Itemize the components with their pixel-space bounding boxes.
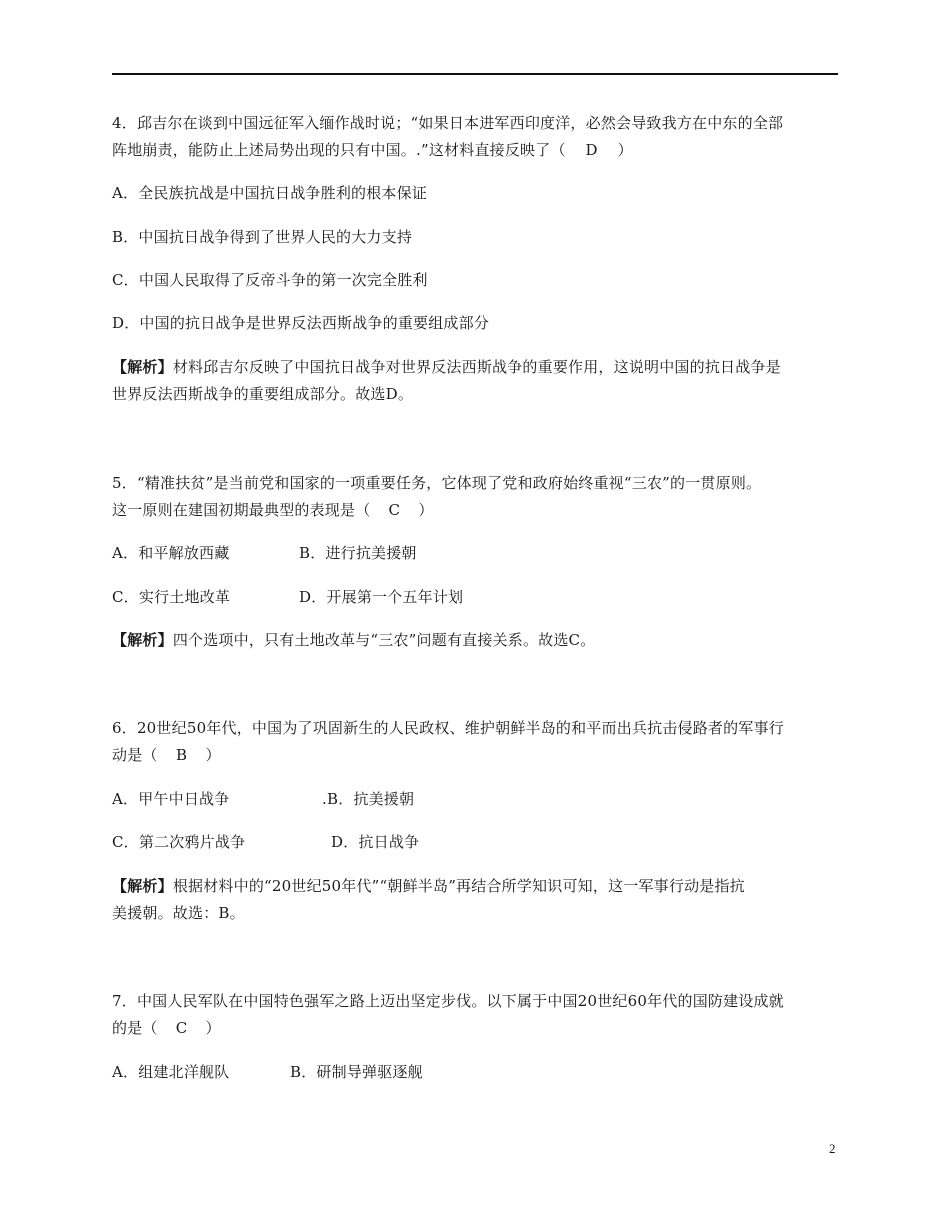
page-number: 2 [829,1141,836,1156]
q4-stem-text: 阵地崩责，能防止上述局势出现的只有中国。.”这材料直接反映了（ [112,141,566,159]
q6-option-c: C．第二次鸦片战争 [112,833,246,851]
q5-stem-line1: 5．“精准扶贫”是当前党和国家的一项重要任务，它体现了党和政府始终重视“三农”的一贯原则。 [112,474,762,492]
q4-option-c: C．中国人民取得了反帝斗争的第一次完全胜利 [112,271,428,289]
q5-answer: C [388,501,401,519]
q6-analysis-label: 【解析】 [112,877,173,895]
q5-option-c: C．实行土地改革 [112,588,231,606]
q7-stem-close: ） [205,1019,221,1037]
q7-option-b: B．研制导弹驱逐舰 [290,1063,423,1081]
q4-option-d: D．中国的抗日战争是世界反法西斯战争的重要组成部分 [112,314,490,332]
q6-option-a: A．甲午中日战争 [112,790,230,808]
q5-stem-line2 [112,500,434,520]
q5-analysis-label: 【解析】 [112,631,173,649]
q5-stem-text: 这一原则在建国初期最典型的表现是（ [112,501,371,519]
q4-option-a: A．全民族抗战是中国抗日战争胜利的根本保证 [112,184,428,202]
q4-option-b: B．中国抗日战争得到了世界人民的大力支持 [112,228,413,246]
q6-analysis-line2: 美援朝。故选：B。 [112,904,245,922]
q6-stem-close: ） [205,746,221,764]
q6-option-d: D．抗日战争 [331,833,420,851]
q7-stem-line1: 7．中国人民军队在中国特色强军之路上迈出坚定步伐。以下属于中国20世纪60年代的国防建设成就 [112,992,784,1010]
q4-stem-line1: 4．邱吉尔在谈到中国远征军入缅作战时说；“如果日本进军西印度洋，必然会导致我方在中东的全部 [112,114,784,132]
q4-analysis-label: 【解析】 [112,358,173,376]
q4-stem-line2 [112,140,633,160]
q7-option-a: A．组建北洋舰队 [112,1063,230,1081]
q6-analysis-line1 [112,876,745,896]
q4-analysis-line2: 世界反法西斯战争的重要组成部分。故选D。 [112,385,414,403]
q4-stem-close: ） [617,141,633,159]
q6-analysis-text: 根据材料中的“20世纪50年代”“朝鲜半岛”再结合所学知识可知，这一军事行动是指抗 [172,877,745,895]
q4-analysis-line1 [112,357,781,377]
q4-analysis-text: 材料邱吉尔反映了中国抗日战争对世界反法西斯战争的重要作用，这说明中国的抗日战争是 [172,358,781,376]
q7-answer: C [175,1019,188,1037]
q6-option-b: .B．抗美援朝 [322,790,415,808]
q5-option-d: D．开展第一个五年计划 [299,588,464,606]
q5-option-b: B．进行抗美援朝 [299,544,417,562]
q6-stem-text: 动是（ [112,746,158,764]
q4-answer: D [585,141,598,159]
q7-stem-text: 的是（ [112,1019,158,1037]
q5-analysis-line1 [112,630,595,650]
q5-stem-close: ） [418,501,434,519]
q6-stem-line2 [112,745,221,765]
q5-analysis-text: 四个选项中，只有土地改革与“三农”问题有直接关系。故选C。 [172,631,596,649]
q6-answer: B [175,746,188,764]
q6-stem-line1: 6．20世纪50年代，中国为了巩固新生的人民政权、维护朝鲜半岛的和平而出兵抗击侵路者的军事行 [112,719,784,737]
q5-option-a: A．和平解放西藏 [112,544,230,562]
header-rule [112,73,838,75]
q7-stem-line2 [112,1018,221,1038]
